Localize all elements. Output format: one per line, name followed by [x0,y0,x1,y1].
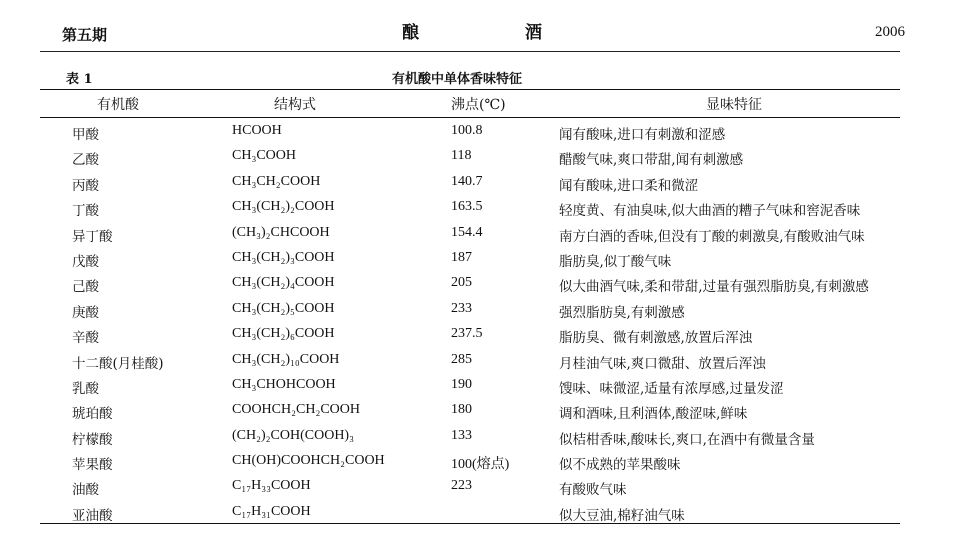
boiling-point-cell: 133 [451,427,472,443]
acid-cell: 琥珀酸 [72,406,113,423]
boiling-point-cell: 190 [451,376,472,392]
flavor-cell: 脂肪臭、微有刺激感,放置后浑浊 [559,330,753,347]
acid-cell: 丁酸 [72,203,99,220]
acid-cell: 己酸 [72,279,99,296]
table-number: 表 1 [66,72,93,87]
boiling-point-cell: 140.7 [451,173,483,189]
acid-cell: 辛酸 [72,330,99,347]
acid-cell: 甲酸 [72,127,99,143]
acid-cell: 异丁酸 [72,228,113,245]
table-header-rule [40,117,900,118]
table-caption [62,68,905,88]
table-row [0,399,967,424]
formula-cell: CH₃CHOHCOOH [232,376,336,392]
formula-cell: CH₃(CH₂)₃COOH [232,249,335,265]
formula-cell: HCOOH [232,123,282,138]
flavor-cell: 闻有酸味,进口柔和微涩 [559,177,699,194]
issue-label: 第五期 [62,26,108,44]
col-header-acid: 有机酸 [97,97,139,113]
acid-cell: 油酸 [72,482,99,499]
formula-cell: C₁₇H₃₁COOH [232,503,311,519]
table-row [0,196,967,221]
flavor-cell: 强烈脂肪臭,有刺激感 [559,304,685,321]
flavor-cell: 馊味、味微涩,适量有浓厚感,过量发涩 [559,380,784,397]
acid-cell: 乳酸 [72,380,99,397]
acid-cell: 丙酸 [72,177,99,194]
flavor-cell: 似不成熟的苹果酸味 [559,457,681,474]
flavor-cell: 有酸败气味 [559,482,627,499]
flavor-cell: 轻度黄、有油臭味,似大曲酒的糟子气味和窖泥香味 [559,203,861,220]
formula-cell: (CH₂)₂COH(COOH)₃ [232,427,354,443]
table-row [0,247,967,272]
boiling-point-cell: 180 [451,402,472,418]
flavor-cell: 月桂油气味,爽口微甜、放置后浑浊 [559,355,766,372]
flavor-cell: 似大曲酒气味,柔和带甜,过量有强烈脂肪臭,有刺激感 [559,279,869,296]
flavor-cell: 脂肪臭,似丁酸气味 [559,253,672,270]
boiling-point-cell: 233 [451,300,472,316]
boiling-point-cell: 100.8 [451,123,483,138]
acid-cell: 乙酸 [72,152,99,169]
formula-cell: CH₃COOH [232,148,296,164]
table-header [0,94,967,116]
acid-cell: 亚油酸 [72,507,113,524]
table-row [0,145,967,170]
table-bottom-rule [40,523,900,524]
table-row [0,222,967,247]
formula-cell: CH(OH)COOHCH₂COOH [232,453,385,469]
boiling-point-cell: 205 [451,275,472,291]
formula-cell: CH₃(CH₂)₂COOH [232,199,335,215]
col-header-boiling-point: 沸点(℃) [451,97,506,113]
formula-cell: CH₃CH₂COOH [232,173,321,189]
acid-cell: 庚酸 [72,304,99,321]
table-row [0,374,967,399]
header-rule [40,51,900,52]
boiling-point-cell: 237.5 [451,326,483,342]
flavor-cell: 南方白酒的香味,但没有丁酸的刺激臭,有酸败油气味 [559,228,865,245]
table-body [0,120,967,526]
table-row [0,349,967,374]
acid-cell: 戊酸 [72,253,99,270]
formula-cell: CH₃(CH₂)₄COOH [232,275,335,291]
flavor-cell: 醋酸气味,爽口带甜,闻有刺激感 [559,152,744,169]
page-header [62,18,905,48]
boiling-point-cell: 285 [451,351,472,367]
journal-title-char: 酒 [525,23,542,43]
col-header-flavor: 显味特征 [706,97,762,113]
table-row [0,272,967,297]
table-title: 有机酸中单体香味特征 [392,72,523,87]
acid-cell: 柠檬酸 [72,431,113,448]
year-label: 2006 [875,24,905,40]
boiling-point-cell: 118 [451,148,472,164]
acid-cell: 十二酸(月桂酸) [72,355,164,372]
formula-cell: CH₃(CH₂)₅COOH [232,300,335,316]
acid-cell: 苹果酸 [72,457,113,474]
table-row [0,323,967,348]
table-row [0,171,967,196]
table-row [0,475,967,500]
table-row [0,120,967,145]
formula-cell: COOHCH₂CH₂COOH [232,402,360,418]
boiling-point-cell: 223 [451,478,472,494]
table-row [0,425,967,450]
journal-title-char: 酿 [402,23,419,43]
flavor-cell: 似桔柑香味,酸味长,爽口,在酒中有微量含量 [559,431,815,448]
flavor-cell: 闻有酸味,进口有刺激和涩感 [559,127,726,143]
boiling-point-cell: 100(熔点) [451,457,510,473]
boiling-point-cell: 187 [451,249,472,265]
flavor-cell: 似大豆油,棉籽油气味 [559,507,685,524]
formula-cell: (CH₃)₂CHCOOH [232,224,330,240]
formula-cell: CH₃(CH₂)₆COOH [232,326,335,342]
col-header-formula: 结构式 [274,97,316,113]
formula-cell: CH₃(CH₂)₁₀COOH [232,351,340,367]
journal-title [402,18,542,43]
table-top-rule [40,89,900,90]
flavor-cell: 调和酒味,且利酒体,酸涩味,鲜味 [559,406,748,423]
boiling-point-cell: 163.5 [451,199,483,215]
boiling-point-cell: 154.4 [451,224,483,240]
formula-cell: C₁₇H₃₃COOH [232,478,311,494]
table-row [0,450,967,475]
table-row [0,298,967,323]
